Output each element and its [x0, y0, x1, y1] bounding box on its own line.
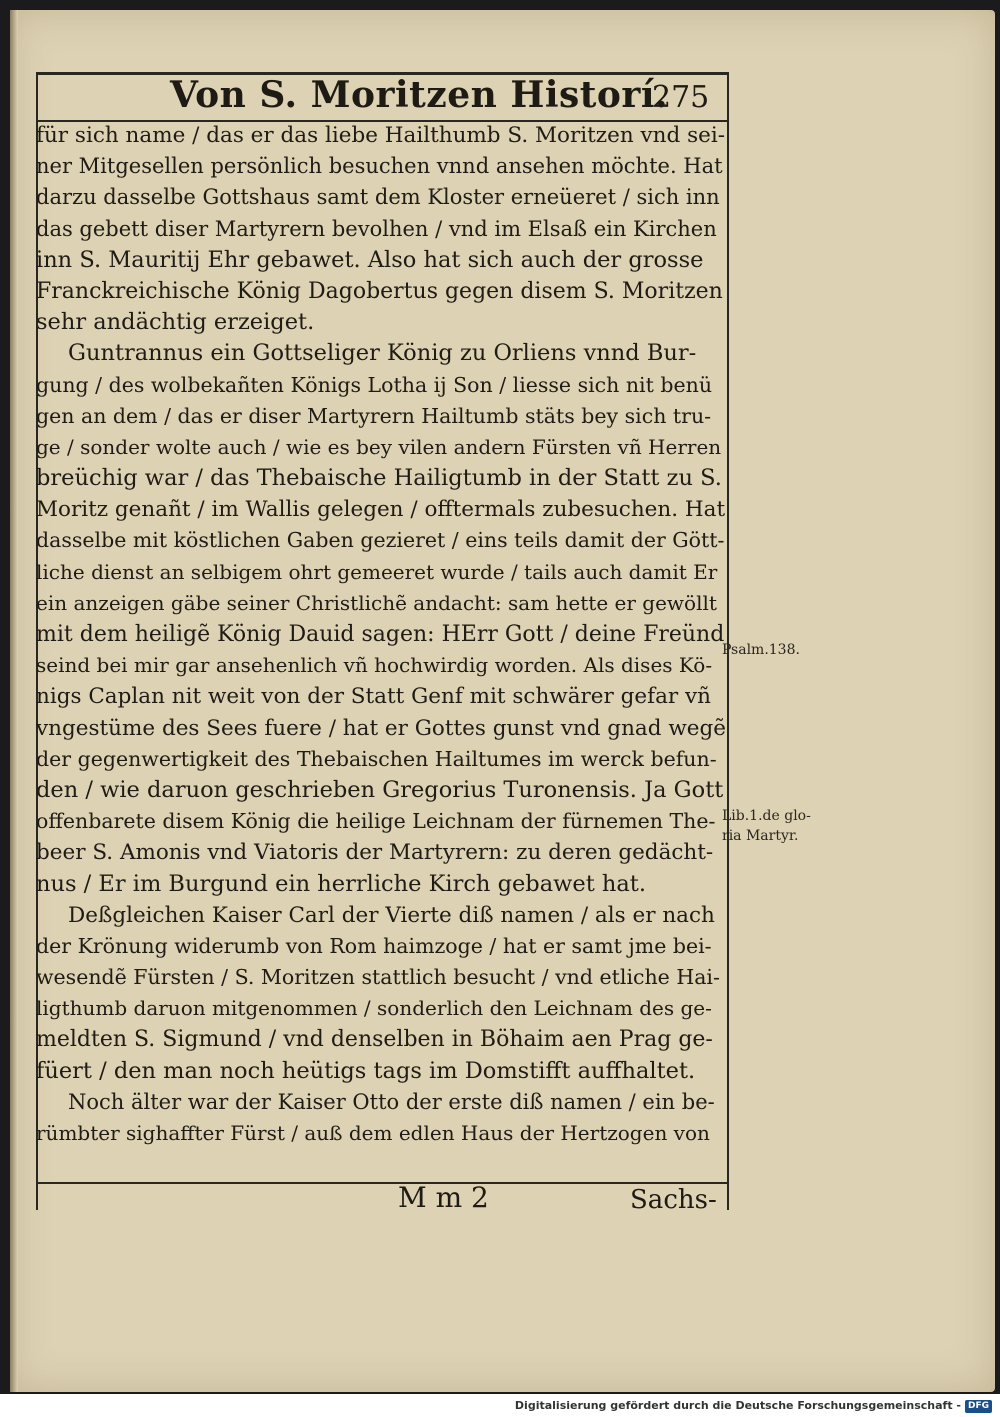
text-line: liche dienst an selbigem ohrt gemeeret wurde / tails auch damit Er — [36, 559, 718, 584]
text-line: darzu dasselbe Gottshaus samt dem Kloster erneüeret / sich inn — [36, 185, 720, 210]
margin-note-psalm: Psalm.138. — [722, 642, 800, 658]
text-line: den / wie daruon geschrieben Gregorius Turonensis. Ja Gott — [36, 776, 724, 803]
margin-note-lib-line-2: ria Martyr. — [722, 828, 799, 844]
text-line: Deßgleichen Kaiser Carl der Vierte diß namen / als er nach — [68, 902, 715, 928]
text-line: ner Mitgesellen persönlich besuchen vnnd ansehen möchte. Hat — [36, 154, 723, 179]
margin-note-lib-line-1: Lib.1.de glo- — [722, 808, 811, 824]
text-line: ligthumb daruon mitgenommen / sonderlich den Leichnam des ge- — [36, 996, 712, 1021]
text-line: für sich name / das er das liebe Hailthumb S. Moritzen vnd sei- — [36, 123, 726, 148]
text-line: Franckreichische König Dagobertus gegen disem S. Moritzen — [36, 278, 723, 304]
text-line: mit dem heiligẽ König Dauid sagen: HErr Gott / deine Freünd — [36, 622, 725, 647]
text-line: inn S. Mauritij Ehr gebawet. Also hat sich auch der grosse — [36, 246, 704, 273]
text-line: füert / den man noch heütigs tags im Domstifft auffhaltet. — [36, 1057, 696, 1084]
text-line: sehr andächtig erzeiget. — [36, 309, 315, 336]
text-line: der Krönung widerumb von Rom haimzoge / hat er samt jme bei- — [36, 933, 712, 958]
text-line: Moritz genañt / im Wallis gelegen / offtermals zubesuchen. Hat — [36, 497, 726, 523]
text-line: breüchig war / das Thebaische Hailigtumb in der Statt zu S. — [36, 465, 722, 492]
text-line: dasselbe mit köstlichen Gaben gezieret / eins teils damit der Gött- — [36, 528, 725, 553]
signature-mark: M m 2 — [398, 1181, 489, 1214]
digitization-footer — [515, 1398, 992, 1414]
text-line: vngestüme des Sees fuere / hat er Gottes gunst vnd gnad wegẽ — [36, 715, 726, 741]
footer-rule — [38, 1182, 728, 1184]
text-line: beer S. Amonis vnd Viatoris der Martyrern: zu deren gedächt- — [36, 840, 714, 866]
text-line: gung / des wolbekañten Königs Lotha ij Son / liesse sich nit benü — [36, 372, 713, 397]
dfg-logo: DFG — [965, 1400, 992, 1413]
catchword: Sachs- — [630, 1185, 717, 1215]
text-line: Noch älter war der Kaiser Otto der erste diß namen / ein be- — [68, 1089, 715, 1114]
text-line: nus / Er im Burgund ein herrliche Kirch gebawet hat. — [36, 870, 646, 897]
page-gutter-shadow — [10, 10, 18, 1392]
body-text — [36, 120, 726, 1149]
text-line: gen an dem / das er diser Martyrern Hailtumb stäts bey sich tru- — [36, 403, 712, 428]
running-header-title: Von S. Moritzen Historí. — [170, 74, 669, 116]
text-line: meldten S. Sigmund / vnd denselben in Böhaim aen Prag ge- — [36, 1027, 713, 1053]
text-line: nigs Caplan nit weit von der Statt Genf mit schwärer gefar vñ — [36, 684, 712, 710]
text-line: Guntrannus ein Gottseliger König zu Orliens vnnd Bur- — [68, 340, 697, 367]
text-line: wesendẽ Fürsten / S. Moritzen stattlich besucht / vnd etliche Hai- — [36, 965, 720, 990]
text-line: seind bei mir gar ansehenlich vñ hochwirdig worden. Als dises Kö- — [36, 653, 713, 678]
text-line: das gebett diser Martyrern bevolhen / vnd im Elsaß ein Kirchen — [36, 216, 717, 241]
text-line: der gegenwertigkeit des Thebaischen Hailtumes im werck befun- — [36, 746, 717, 771]
text-line: offenbarete disem König die heilige Leichnam der fürnemen The- — [36, 809, 716, 834]
text-line: ge / sonder wolte auch / wie es bey vilen andern Fürsten vñ Herren — [36, 434, 722, 459]
page-number: 275 — [652, 80, 710, 115]
footer-text: Digitalisierung gefördert durch die Deutsche Forschungsgemeinschaft - — [514, 1399, 961, 1412]
text-line: rümbter sighaffter Fürst / auß dem edlen Haus der Hertzogen von — [36, 1121, 710, 1145]
text-line: ein anzeigen gäbe seiner Christlichẽ andacht: sam hette er gewöllt — [36, 590, 717, 615]
